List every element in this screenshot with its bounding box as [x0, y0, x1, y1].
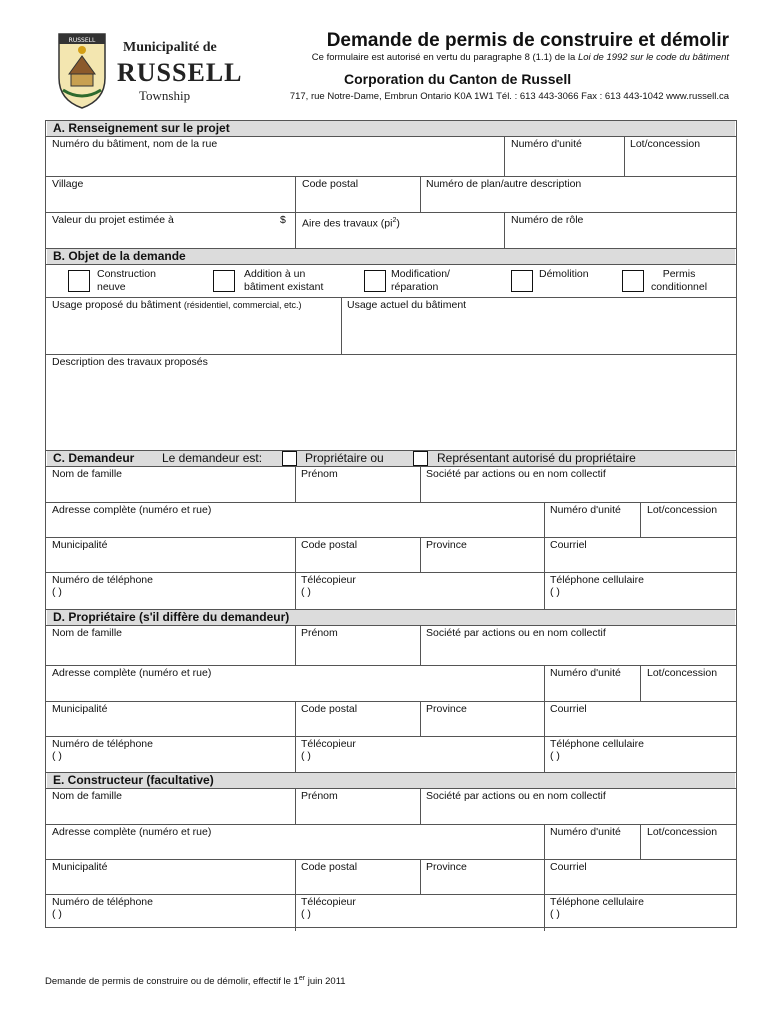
roll-number-label: Numéro de rôle	[511, 214, 584, 226]
owner-first-name-label: Prénom	[301, 627, 338, 639]
unit-number-label: Numéro d'unité	[511, 138, 582, 150]
owner-company-label: Société par actions ou en nom collectif	[426, 627, 606, 639]
russell-crest-icon	[55, 30, 109, 110]
builder-company-label: Société par actions ou en nom collectif	[426, 790, 606, 802]
description-label: Description des travaux proposés	[52, 356, 208, 368]
applicant-phone-label: Numéro de téléphone	[52, 574, 153, 586]
footer-note: Demande de permis de construire ou de démolir, effectif le 1er juin 2011	[45, 975, 346, 988]
applicant-cell-parens: ( )	[550, 586, 560, 598]
page-title: Demande de permis de construire et démolir	[326, 30, 729, 51]
builder-postal-code-label: Code postal	[301, 861, 358, 873]
demolition-label: Démolition	[539, 268, 589, 280]
owner-address-label: Adresse complète (numéro et rue)	[52, 667, 212, 679]
owner-email-label: Courriel	[550, 703, 587, 715]
applicant-fax-label: Télécopieur	[301, 574, 356, 586]
builder-last-name-label: Nom de famille	[52, 790, 123, 802]
renovation-label: Modification/ réparation	[391, 268, 450, 293]
logo-line2: RUSSELL	[117, 58, 243, 87]
postal-code-label: Code postal	[302, 178, 359, 190]
lot-label: Lot/concession	[630, 138, 701, 150]
builder-fax-parens: ( )	[301, 908, 311, 920]
owner-unit-label: Numéro d'unité	[550, 667, 621, 679]
section-a-header: A. Renseignement sur le projet	[47, 121, 735, 136]
dollar-sign: $	[280, 214, 286, 226]
owner-fax-label: Télécopieur	[301, 738, 356, 750]
applicant-is-label: Le demandeur est:	[162, 451, 263, 465]
applicant-province-label: Province	[426, 539, 467, 551]
addition-checkbox[interactable]	[213, 270, 235, 292]
representative-label: Représentant autorisé du propriétaire	[437, 451, 636, 465]
corporation-name: Corporation du Canton de Russell	[344, 71, 572, 87]
builder-phone-parens: ( )	[52, 908, 62, 920]
builder-cell-label: Téléphone cellulaire	[550, 896, 644, 908]
owner-label: Propriétaire ou	[305, 451, 384, 465]
applicant-municipality-label: Municipalité	[52, 539, 108, 551]
project-value-label: Valeur du projet estimée à	[52, 214, 174, 226]
section-e-header: E. Constructeur (facultative)	[47, 773, 735, 788]
section-c-header: C. Demandeur Le demandeur est: Propriétaire ou Représentant autorisé du propriétaire	[47, 451, 735, 466]
current-use-label: Usage actuel du bâtiment	[347, 299, 467, 311]
municipality-logo	[55, 30, 243, 110]
addition-label: Addition à un bâtiment existant	[244, 268, 324, 293]
builder-municipality-label: Municipalité	[52, 861, 108, 873]
new-construction-label: Construction neuve	[97, 268, 156, 293]
applicant-postal-code-label: Code postal	[301, 539, 358, 551]
proposed-use-label: Usage proposé du bâtiment (résidentiel, commercial, etc.)	[52, 299, 302, 311]
owner-lot-label: Lot/concession	[647, 667, 718, 679]
owner-postal-code-label: Code postal	[301, 703, 358, 715]
applicant-unit-label: Numéro d'unité	[550, 504, 621, 516]
applicant-fax-parens: ( )	[301, 586, 311, 598]
work-area-label: Aire des travaux $(pi^2)$	[302, 217, 400, 230]
applicant-lot-label: Lot/concession	[647, 504, 718, 516]
section-b-header: B. Objet de la demande	[47, 249, 735, 264]
applicant-address-label: Adresse complète (numéro et rue)	[52, 504, 212, 516]
section-d-header: D. Propriétaire (s'il diffère du demandeur)	[47, 610, 735, 625]
applicant-first-name-label: Prénom	[301, 468, 338, 480]
builder-phone-label: Numéro de téléphone	[52, 896, 153, 908]
builder-fax-label: Télécopieur	[301, 896, 356, 908]
plan-number-label: Numéro de plan/autre description	[426, 178, 582, 190]
applicant-email-label: Courriel	[550, 539, 587, 551]
owner-phone-parens: ( )	[52, 750, 62, 762]
logo-line3: Township	[139, 88, 191, 103]
building-number-label: Numéro du bâtiment, nom de la rue	[52, 138, 218, 150]
owner-phone-label: Numéro de téléphone	[52, 738, 153, 750]
owner-municipality-label: Municipalité	[52, 703, 108, 715]
applicant-last-name-label: Nom de famille	[52, 468, 123, 480]
demolition-checkbox[interactable]	[511, 270, 533, 292]
builder-cell-parens: ( )	[550, 908, 560, 920]
logo-line1: Municipalité de	[123, 40, 217, 55]
applicant-phone-parens: ( )	[52, 586, 62, 598]
representative-checkbox[interactable]	[413, 451, 428, 466]
renovation-checkbox[interactable]	[364, 270, 386, 292]
new-construction-checkbox[interactable]	[68, 270, 90, 292]
applicant-company-label: Société par actions ou en nom collectif	[426, 468, 606, 480]
svg-text:RUSSELL: RUSSELL	[68, 37, 96, 44]
builder-province-label: Province	[426, 861, 467, 873]
conditional-permit-label: Permis conditionnel	[651, 268, 708, 293]
owner-fax-parens: ( )	[301, 750, 311, 762]
applicant-cell-label: Téléphone cellulaire	[550, 574, 644, 586]
owner-checkbox[interactable]	[282, 451, 297, 466]
permit-form	[45, 120, 737, 928]
builder-address-label: Adresse complète (numéro et rue)	[52, 826, 212, 838]
owner-province-label: Province	[426, 703, 467, 715]
builder-lot-label: Lot/concession	[647, 826, 718, 838]
owner-last-name-label: Nom de famille	[52, 627, 123, 639]
builder-first-name-label: Prénom	[301, 790, 338, 802]
municipal-address: 717, rue Notre-Dame, Embrun Ontario K0A 1W1 Tél. : 613 443-3066 Fax : 613 443-1042 www.russell.ca	[289, 91, 729, 102]
owner-cell-label: Téléphone cellulaire	[550, 738, 644, 750]
owner-cell-parens: ( )	[550, 750, 560, 762]
village-label: Village	[52, 178, 84, 190]
builder-email-label: Courriel	[550, 861, 587, 873]
builder-unit-label: Numéro d'unité	[550, 826, 621, 838]
authority-note: Ce formulaire est autorisé en vertu du paragraphe 8 (1.1) de la Loi de 1992 sur le code du bâtiment	[311, 52, 729, 63]
conditional-permit-checkbox[interactable]	[622, 270, 644, 292]
